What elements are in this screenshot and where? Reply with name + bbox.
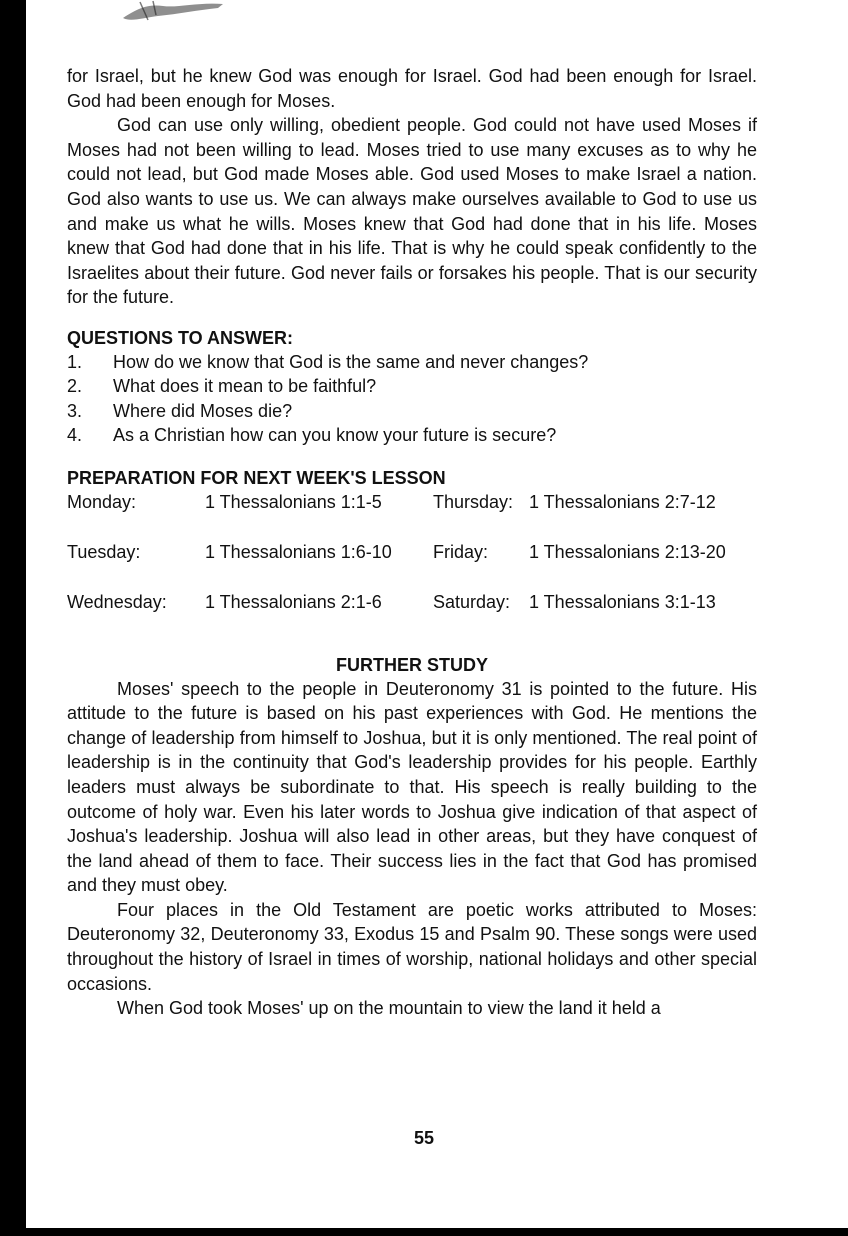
- schedule-day: Wednesday:: [67, 591, 167, 612]
- scan-smudge-mark: [118, 0, 228, 22]
- question-number: 4.: [67, 425, 83, 446]
- schedule-reference: 1 Thessalonians 1:1-5: [205, 491, 382, 512]
- question-item: [67, 423, 757, 448]
- passage-paragraph: God can use only willing, obedient people. God could not have used Moses if Moses had not been willing to lead. Moses tried to use many excuses as to why he could not lead, but God made Moses able. God used Moses to make Israel a nation. God also wants to use us. We can always make ourselves available to God to use us and make us what he wills. Moses knew that God had done that in his life. Moses knew that God had done that in his life. That is why he could speak confidently to the Israelites about their future. God never fails or forsakes his people. That is our security for the future.: [67, 115, 757, 308]
- question-item: [67, 350, 757, 375]
- preparation-heading: PREPARATION FOR NEXT WEEK'S LESSON: [67, 467, 446, 488]
- further-study-paragraph: Moses' speech to the people in Deuteronomy 31 is pointed to the future. His attitude to the future is based on his past experiences with God. He mentions the change of leadership from himself to Joshua, but it is only mentioned. The real point of leadership is in the continuity that God's leadership provides for his people. Earthly leaders must always be subordinate to that. His speech is really building to the outcome of holy war. Even his later words to Joshua give indication of that aspect of Joshua's leadership. Joshua will also lead in other areas, but they have conquest of the land ahead of them to face. Their success lies in the fact that God has promised and they must obey.: [67, 678, 757, 896]
- question-number: 1.: [67, 351, 83, 372]
- questions-heading: QUESTIONS TO ANSWER:: [67, 327, 294, 348]
- schedule-day: Tuesday:: [67, 541, 141, 562]
- schedule-row: [67, 490, 726, 540]
- scan-bottom-edge: [0, 1228, 848, 1236]
- schedule-day: Thursday:: [433, 491, 514, 512]
- page-number: 55: [413, 1128, 435, 1148]
- further-study-heading: FURTHER STUDY: [336, 654, 488, 675]
- question-number: 3.: [67, 400, 83, 421]
- passage-paragraph: for Israel, but he knew God was enough for Israel. God had been enough for Israel. God had been enough for Moses.: [67, 66, 757, 111]
- question-text: Where did Moses die?: [113, 400, 293, 421]
- schedule-reference: 1 Thessalonians 2:1-6: [205, 591, 382, 612]
- further-study-paragraph: Four places in the Old Testament are poetic works attributed to Moses: Deuteronomy 32, Deuteronomy 33, Exodus 15 and Psalm 90. These songs were used throughout the history of Israel in times of worship, national holidays and other special occasions.: [67, 899, 757, 994]
- schedule-reference: 1 Thessalonians 2:13-20: [529, 541, 726, 562]
- schedule-day: Saturday:: [433, 591, 511, 612]
- schedule-reference: 1 Thessalonians 2:7-12: [529, 491, 716, 512]
- schedule-reference: 1 Thessalonians 1:6-10: [205, 541, 392, 562]
- question-item: [67, 374, 757, 399]
- schedule-reference: 1 Thessalonians 3:1-13: [529, 591, 716, 612]
- question-item: [67, 399, 757, 424]
- scan-left-edge: [0, 0, 26, 1236]
- further-study-paragraph: When God took Moses' up on the mountain to view the land it held a: [117, 998, 661, 1019]
- question-text: How do we know that God is the same and never changes?: [113, 351, 589, 372]
- reading-schedule: [67, 490, 726, 615]
- schedule-row: [67, 540, 726, 590]
- question-text: As a Christian how can you know your future is secure?: [113, 425, 557, 446]
- question-number: 2.: [67, 376, 83, 397]
- question-text: What does it mean to be faithful?: [113, 376, 377, 397]
- schedule-row: [67, 590, 726, 615]
- schedule-day: Monday:: [67, 491, 137, 512]
- page-content: [67, 64, 757, 1021]
- questions-list: [67, 350, 757, 448]
- schedule-day: Friday:: [433, 541, 489, 562]
